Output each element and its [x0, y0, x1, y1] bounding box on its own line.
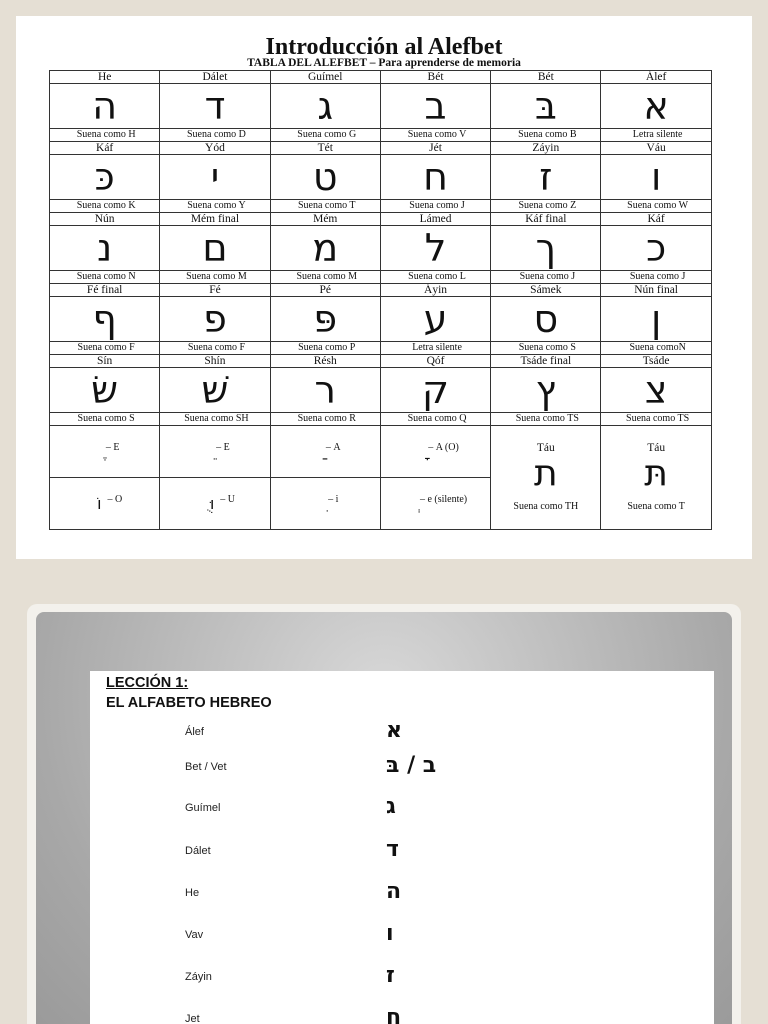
letter-name-cell: Lámed	[380, 213, 490, 226]
vowel-sound: – A (O)	[428, 442, 459, 453]
table-row	[50, 413, 712, 426]
list-item	[90, 794, 714, 824]
hebrew-letter-cell: ד	[160, 84, 270, 129]
letter-name-cell: Nún final	[601, 284, 711, 297]
hebrew-letter: ד	[386, 837, 399, 862]
sound-cell: Suena como J	[491, 271, 601, 284]
letter-name-cell: Mém final	[160, 213, 270, 226]
list-item	[90, 718, 714, 748]
table-row	[50, 297, 712, 342]
sound-cell: Suena como Y	[160, 200, 270, 213]
vowel-cell	[160, 478, 270, 530]
hebrew-letter-cell: ף	[50, 297, 160, 342]
alefbet-table	[49, 70, 712, 530]
sound-cell: Suena comoN	[601, 342, 711, 355]
sound-cell: Suena como P	[270, 342, 380, 355]
hebrew-letter-cell: כּ	[50, 155, 160, 200]
table-row	[50, 284, 712, 297]
sound-cell: Letra silente	[601, 129, 711, 142]
hebrew-letter-cell: פּ	[270, 297, 380, 342]
letter-name-cell: Káf	[50, 142, 160, 155]
letter-name-cell: Bét	[491, 71, 601, 84]
hebrew-letter: ג	[386, 794, 396, 819]
hebrew-letter: ו	[386, 921, 394, 946]
letter-name-cell: Fé final	[50, 284, 160, 297]
list-item	[90, 879, 714, 909]
list-item	[90, 921, 714, 951]
letter-name-cell: Sín	[50, 355, 160, 368]
hebrew-letter-cell: ע	[380, 297, 490, 342]
sound-cell: Letra silente	[380, 342, 490, 355]
sound-cell: Suena como F	[160, 342, 270, 355]
table-row	[50, 213, 712, 226]
hebrew-letter-cell: ן	[601, 297, 711, 342]
hebrew-letter-cell: בּ	[491, 84, 601, 129]
sound-cell: Suena como D	[160, 129, 270, 142]
vowel-cell	[50, 426, 160, 478]
letter-name-cell: Tsáde	[601, 355, 711, 368]
sound-cell: Suena como N	[50, 271, 160, 284]
table-row	[50, 129, 712, 142]
sound-cell: Suena como W	[601, 200, 711, 213]
letter-name: Dálet	[185, 845, 211, 857]
list-item	[90, 963, 714, 993]
hebrew-letter-cell: נ	[50, 226, 160, 271]
vowel-sound: – E	[216, 442, 230, 453]
sound-cell: Suena como S	[491, 342, 601, 355]
tau-cell	[491, 426, 601, 530]
tau-cell	[601, 426, 711, 530]
hebrew-letter: ח	[386, 1005, 402, 1024]
vowel-symbol: ֻ וּ	[204, 494, 215, 513]
hebrew-letter: א	[386, 718, 403, 743]
letter-name: Jet	[185, 1013, 200, 1024]
list-item	[90, 753, 714, 783]
sound-cell: Suena como TS	[491, 413, 601, 426]
letter-name-cell: Váu	[601, 142, 711, 155]
lesson-document	[90, 671, 714, 1024]
letter-name-cell: Tsáde final	[491, 355, 601, 368]
list-item	[90, 1005, 714, 1024]
tau-glyph: ת	[534, 452, 558, 494]
lesson-subheading: EL ALFABETO HEBREO	[106, 695, 272, 711]
table-row	[50, 142, 712, 155]
hebrew-letter-cell: ץ	[491, 368, 601, 413]
hebrew-letter-cell: ב	[380, 84, 490, 129]
vowel-cell	[50, 478, 160, 530]
sound-cell: Suena como L	[380, 271, 490, 284]
hebrew-letter-cell: שׁ	[160, 368, 270, 413]
letter-name-cell: Káf	[601, 213, 711, 226]
letter-name-cell: Álef	[601, 71, 711, 84]
sound-cell: Suena como TS	[601, 413, 711, 426]
sound-cell: Suena como Q	[380, 413, 490, 426]
letter-name: Bet / Vet	[185, 761, 227, 773]
sound-cell: Suena como J	[601, 271, 711, 284]
sound-cell: Suena como Z	[491, 200, 601, 213]
table-subtitle: TABLA DEL ALEFBET – Para aprenderse de memoria	[247, 57, 521, 69]
table-row	[50, 226, 712, 271]
hebrew-letter-cell: צ	[601, 368, 711, 413]
letter-name: Vav	[185, 929, 204, 941]
letter-name-cell: Bét	[380, 71, 490, 84]
letter-name: Guímel	[185, 802, 221, 814]
vowel-sound: – U	[220, 494, 236, 505]
sound-cell: Suena como K	[50, 200, 160, 213]
hebrew-letter-cell: מ	[270, 226, 380, 271]
table-row	[50, 84, 712, 129]
hebrew-letter-cell: פ	[160, 297, 270, 342]
letter-name-cell: Záyin	[491, 142, 601, 155]
letter-name-cell: He	[50, 71, 160, 84]
letter-name: He	[185, 887, 200, 899]
lesson-heading: LECCIÓN 1:	[106, 675, 189, 691]
tau-sound: Suena como T	[627, 500, 685, 512]
sound-cell: Suena como T	[270, 200, 380, 213]
table-row	[50, 71, 712, 84]
letter-name-cell: Jét	[380, 142, 490, 155]
table-row	[50, 342, 712, 355]
tau-name: Táu	[647, 441, 666, 454]
hebrew-letter-cell: א	[601, 84, 711, 129]
hebrew-letter-cell: ז	[491, 155, 601, 200]
vowel-symbol: וֹ	[97, 494, 102, 513]
sound-cell: Suena como R	[270, 413, 380, 426]
vowel-sound: – i	[328, 494, 339, 505]
vowel-sound: – E	[105, 442, 120, 453]
vowel-cell	[160, 426, 270, 478]
hebrew-letter-cell: י	[160, 155, 270, 200]
hebrew-letter-cell: ס	[491, 297, 601, 342]
alefbet-table-slide	[16, 16, 752, 559]
tau-sound: Suena como TH	[513, 500, 579, 512]
letter-name-cell: Áyin	[380, 284, 490, 297]
vowel-sound: – e (silente)	[419, 494, 468, 505]
tau-name: Táu	[536, 441, 555, 454]
table-row	[50, 155, 712, 200]
vowel-cell	[380, 426, 490, 478]
hebrew-letter-cell: ק	[380, 368, 490, 413]
letter-name-cell: Pé	[270, 284, 380, 297]
letter-name: Záyin	[185, 971, 212, 983]
list-item	[90, 837, 714, 867]
hebrew-letter-cell: שׂ	[50, 368, 160, 413]
letter-name-cell: Shín	[160, 355, 270, 368]
sound-cell: Suena como M	[160, 271, 270, 284]
letter-name-cell: Sámek	[491, 284, 601, 297]
hebrew-letter-cell: ך	[491, 226, 601, 271]
hebrew-letter-cell: ט	[270, 155, 380, 200]
letter-name-cell: Dálet	[160, 71, 270, 84]
letter-name-cell: Fé	[160, 284, 270, 297]
letter-name-cell: Tét	[270, 142, 380, 155]
sound-cell: Suena como M	[270, 271, 380, 284]
sound-cell: Suena como F	[50, 342, 160, 355]
letter-name-cell: Mém	[270, 213, 380, 226]
letter-name-cell: Qóf	[380, 355, 490, 368]
hebrew-letter-cell: ח	[380, 155, 490, 200]
letter-name-cell: Résh	[270, 355, 380, 368]
vowel-row	[50, 426, 712, 478]
table-row	[50, 271, 712, 284]
sound-cell: Suena como SH	[160, 413, 270, 426]
hebrew-letter-cell: ג	[270, 84, 380, 129]
hebrew-letter: ב / בּ	[386, 753, 437, 778]
sound-cell: Suena como G	[270, 129, 380, 142]
letter-name: Álef	[185, 726, 204, 738]
tau-glyph: תּ	[644, 452, 668, 494]
hebrew-letter-cell: כ	[601, 226, 711, 271]
letter-name-cell: Nún	[50, 213, 160, 226]
vowel-sound: – A	[325, 442, 341, 453]
hebrew-letter-cell: ה	[50, 84, 160, 129]
table-row	[50, 355, 712, 368]
sound-cell: Suena como J	[380, 200, 490, 213]
sound-cell: Suena como V	[380, 129, 490, 142]
table-row	[50, 200, 712, 213]
vowel-cell	[270, 478, 380, 530]
letter-name-cell: Káf final	[491, 213, 601, 226]
hebrew-letter-cell: ם	[160, 226, 270, 271]
vowel-sound: – O	[107, 494, 123, 505]
slide-title: Introducción al Alefbet	[265, 34, 503, 60]
table-row	[50, 368, 712, 413]
letter-name-cell: Yód	[160, 142, 270, 155]
sound-cell: Suena como H	[50, 129, 160, 142]
sound-cell: Suena como S	[50, 413, 160, 426]
hebrew-letter-cell: ר	[270, 368, 380, 413]
hebrew-letter: ז	[386, 963, 395, 988]
vowel-cell	[270, 426, 380, 478]
hebrew-letter: ה	[386, 879, 402, 904]
hebrew-letter-cell: ל	[380, 226, 490, 271]
vowel-cell	[380, 478, 490, 530]
letter-name-cell: Guímel	[270, 71, 380, 84]
sound-cell: Suena como B	[491, 129, 601, 142]
hebrew-letter-cell: ו	[601, 155, 711, 200]
